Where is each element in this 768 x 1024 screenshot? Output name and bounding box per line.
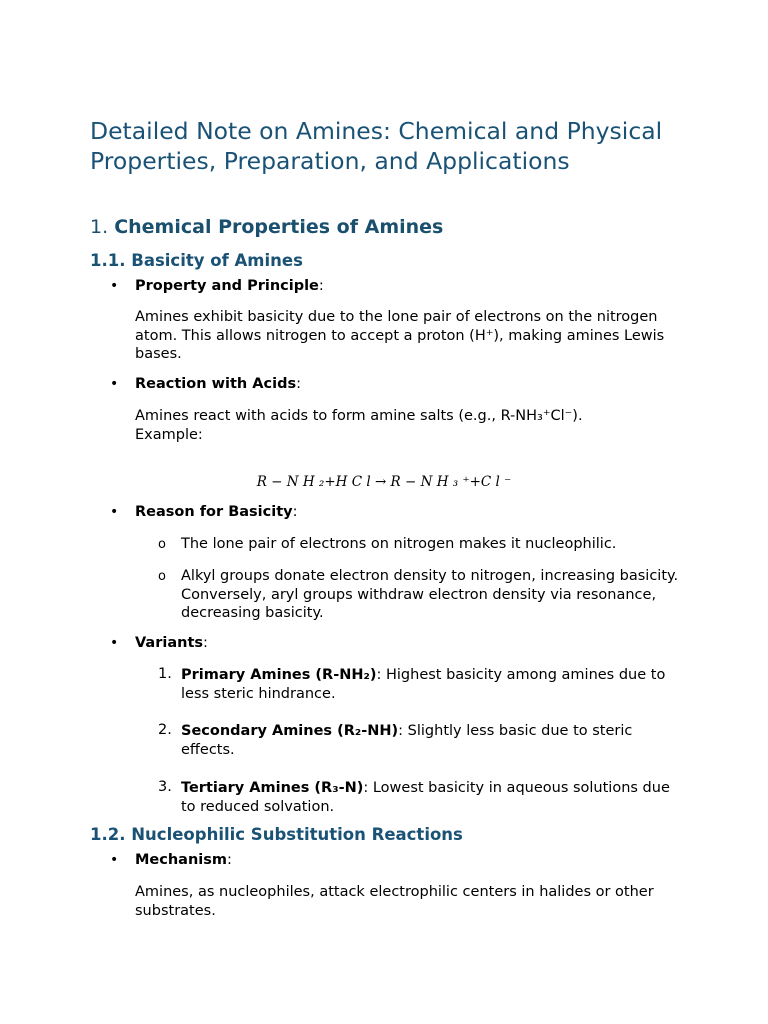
bullet-reaction-acids <box>135 376 301 392</box>
list-number: 2. <box>158 722 172 738</box>
bullet-label: Reaction with Acids <box>135 376 297 392</box>
bullet-variants <box>135 635 208 651</box>
list-number: 3. <box>158 779 172 795</box>
reason-item: Alkyl groups donate electron density to nitrogen, increasing basicity. Conversely, aryl groups withdraw electron density via resonance, decreasing basicity. <box>181 568 679 621</box>
list-number: 1. <box>158 666 172 682</box>
colon: : <box>227 852 232 868</box>
variant-text: : Slightly less basic due to steric effects. <box>181 723 633 758</box>
bullet-marker: • <box>110 376 119 392</box>
paragraph-basicity-principle: Amines exhibit basicity due to the lone pair of electrons on the nitrogen atom. This allows nitrogen to accept a proton (H⁺), making amines Lewis bases. <box>135 309 665 362</box>
bullet-mechanism <box>135 852 232 868</box>
variant-text: : Lowest basicity in aqueous solutions due to reduced solvation. <box>181 780 670 815</box>
subsection-heading-basicity: 1.1. Basicity of Amines <box>90 251 303 270</box>
variant-label: Secondary Amines (R₂-NH) <box>181 723 399 739</box>
section-number: 1. <box>90 216 109 238</box>
variant-label: Primary Amines (R-NH₂) <box>181 667 377 683</box>
bullet-label: Variants <box>135 635 204 651</box>
colon: : <box>318 278 324 294</box>
bullet-reason-basicity <box>135 504 298 520</box>
bullet-marker: • <box>110 852 119 868</box>
reaction-equation: R − N H ₂+H C l → R − N H ₃ ⁺+C l ⁻ <box>256 474 512 490</box>
sub-bullet-marker: o <box>158 569 166 584</box>
bullet-property-principle <box>135 278 324 294</box>
reason-item: The lone pair of electrons on nitrogen makes it nucleophilic. <box>181 536 617 552</box>
variant-label: Tertiary Amines (R₃-N) <box>181 780 364 796</box>
variant-tertiary <box>181 779 671 816</box>
subsection-heading-nucleophilic: 1.2. Nucleophilic Substitution Reactions <box>90 825 463 844</box>
paragraph-reaction-acids: Amines react with acids to form amine salts (e.g., R-NH₃⁺Cl⁻). Example: <box>135 408 583 443</box>
bullet-marker: • <box>110 278 119 294</box>
section-heading-chemical-properties <box>90 216 443 238</box>
colon: : <box>296 376 301 392</box>
document-title: Detailed Note on Amines: Chemical and Physical Properties, Preparation, and Applications <box>90 117 663 175</box>
bullet-label: Reason for Basicity <box>135 504 293 520</box>
variant-secondary <box>181 722 671 759</box>
bullet-label: Property and Principle <box>135 278 319 294</box>
bullet-marker: • <box>110 504 119 520</box>
bullet-label: Mechanism <box>135 852 227 868</box>
section-title: Chemical Properties of Amines <box>114 216 444 238</box>
sub-bullet-marker: o <box>158 537 166 552</box>
colon: : <box>203 635 208 651</box>
bullet-marker: • <box>110 635 119 651</box>
colon: : <box>292 504 298 520</box>
variant-text: : Highest basicity among amines due to less steric hindrance. <box>181 667 666 702</box>
variant-primary <box>181 666 671 703</box>
paragraph-mechanism: Amines, as nucleophiles, attack electrophilic centers in halides or other substrates. <box>135 884 654 919</box>
